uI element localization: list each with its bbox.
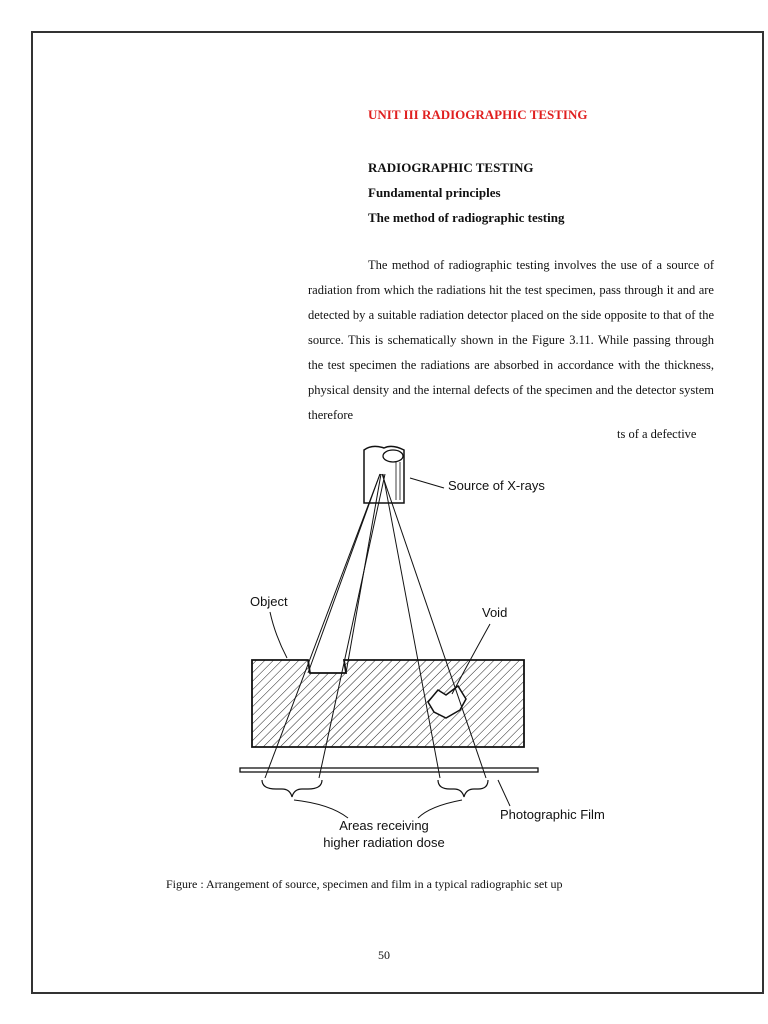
areas-leader-left (294, 800, 348, 818)
object-label: Object (250, 594, 288, 609)
photographic-film (240, 768, 538, 772)
paragraph-text: The method of radiographic testing involves the use of a source of radiation from which the radiations hit the test specimen, pass through it and are detected by a suitable radiation detector placed on the side opposite to that of the source. This is schematically shown in the Figure 3.11. While passing through the test specimen the radiations are absorbed in accordance with the thickness, physical density and the internal defects of the specimen and the detector system therefore (308, 258, 714, 422)
unit-title: UNIT III RADIOGRAPHIC TESTING (368, 107, 588, 122)
page-number: 50 (378, 948, 390, 962)
subheading-method: The method of radiographic testing (368, 210, 565, 225)
cut-off-text: ts of a defective (617, 427, 697, 441)
source-label: Source of X-rays (448, 478, 545, 493)
film-leader-line (498, 780, 510, 806)
object-leader-line (270, 612, 287, 658)
subheading-principles: Fundamental principles (368, 185, 501, 200)
right-brace (438, 780, 488, 797)
areas-label-line1: Areas receiving (339, 818, 429, 833)
areas-leader-right (418, 800, 462, 818)
areas-label-line2: higher radiation dose (323, 835, 445, 850)
section-heading: RADIOGRAPHIC TESTING (368, 160, 534, 175)
xray-source (364, 446, 404, 503)
film-label: Photographic Film (500, 807, 605, 822)
source-leader-line (410, 478, 444, 488)
left-brace (262, 780, 322, 797)
figure-caption: Figure : Arrangement of source, specimen and film in a typical radiographic set up (166, 877, 563, 891)
void-label: Void (482, 605, 508, 620)
